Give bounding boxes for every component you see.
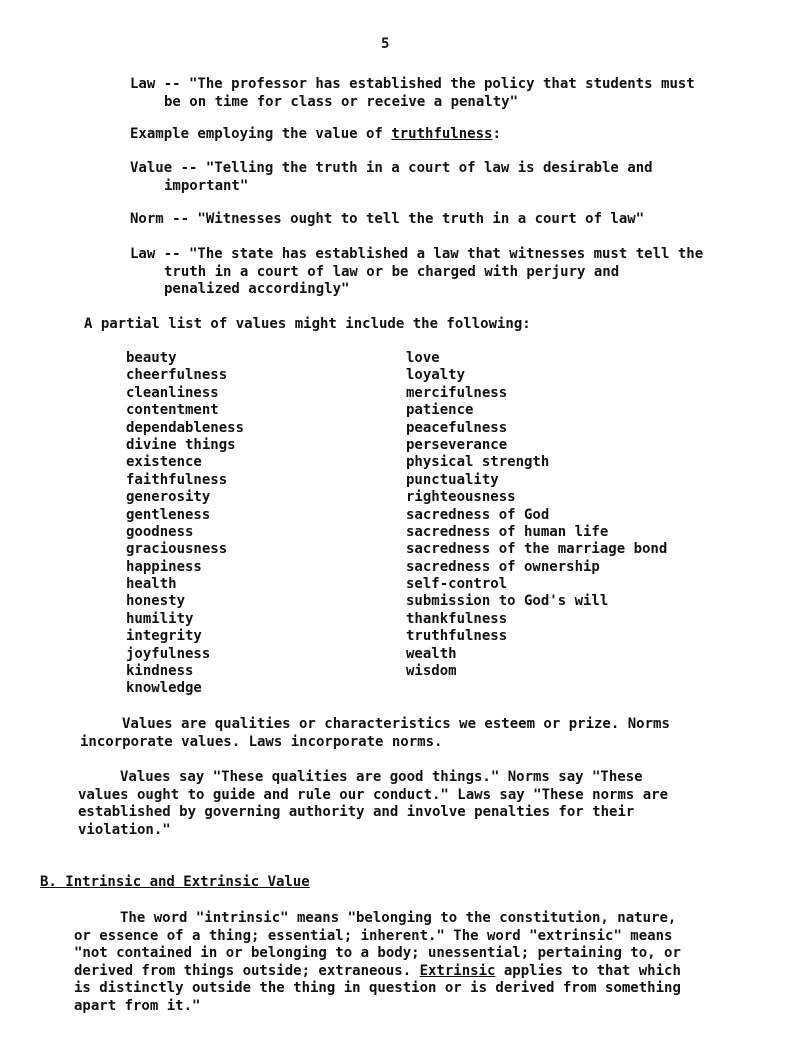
list-intro: A partial list of values might include the following:: [84, 316, 531, 332]
value-truth-block: [130, 160, 653, 195]
section-heading: B. Intrinsic and Extrinsic Value: [40, 874, 310, 890]
value-list-item: perseverance: [406, 436, 508, 453]
law-state-line-1: Law -- "The state has established a law that witnesses must tell the: [130, 246, 704, 262]
value-list-item: faithfulness: [126, 471, 228, 488]
value-list-item: integrity: [126, 628, 202, 645]
law-professor-line-1: Law -- "The professor has established the policy that students must: [130, 76, 695, 92]
values-paragraph-line-1: Values are qualities or characteristics we esteem or prize. Norms: [122, 716, 670, 732]
values-list-left: [126, 350, 244, 698]
law-professor-line-2: be on time for class or receive a penalty": [164, 93, 519, 110]
value-list-item: joyfulness: [126, 645, 211, 662]
example-heading: [130, 126, 501, 142]
value-list-item: wisdom: [406, 663, 457, 680]
value-list-item: health: [126, 576, 177, 593]
intrinsic-line-4-start: derived from things outside; extraneous.: [74, 962, 420, 979]
value-list-item: happiness: [126, 558, 202, 575]
values-paragraph: [80, 716, 670, 751]
say-paragraph-line-2: values ought to guide and rule our conduct." Laws say "These norms are: [78, 786, 669, 803]
value-list-item: loyalty: [406, 367, 466, 384]
value-list-item: kindness: [126, 663, 194, 680]
value-list-item: honesty: [126, 593, 186, 610]
value-list-item: thankfulness: [406, 610, 508, 627]
value-list-item: sacredness of ownership: [406, 558, 600, 575]
value-list-item: sacredness of God: [406, 506, 550, 523]
value-list-item: righteousness: [406, 489, 516, 506]
value-list-item: punctuality: [406, 471, 499, 488]
value-list-item: peacefulness: [406, 419, 508, 436]
intrinsic-line-2: or essence of a thing; essential; inherent." The word "extrinsic" means: [74, 927, 673, 944]
value-list-item: generosity: [126, 489, 211, 506]
value-list-item: mercifulness: [406, 384, 508, 401]
value-list-item: goodness: [126, 523, 194, 540]
law-professor-block: [130, 76, 695, 111]
norm-truth: Norm -- "Witnesses ought to tell the truth in a court of law": [130, 211, 645, 227]
value-list-item: sacredness of human life: [406, 523, 609, 540]
intrinsic-line-5: is distinctly outside the thing in question or is derived from something: [74, 980, 681, 996]
say-paragraph-line-4: violation.": [78, 821, 171, 838]
law-state-line-3: penalized accordingly": [164, 281, 350, 297]
value-list-item: wealth: [406, 645, 457, 662]
law-state-line-2: truth in a court of law or be charged with perjury and: [164, 263, 620, 280]
intrinsic-paragraph: [74, 910, 681, 1015]
intrinsic-line-4: [74, 963, 681, 981]
values-paragraph-line-2: incorporate values. Laws incorporate norms.: [80, 733, 443, 750]
value-list-item: gentleness: [126, 506, 211, 523]
value-list-item: cheerfulness: [126, 367, 228, 384]
value-list-item: truthfulness: [406, 628, 508, 645]
say-paragraph-line-3: established by governing authority and involve penalties for their: [78, 804, 635, 820]
value-list-item: self-control: [406, 576, 508, 593]
values-list-right: [406, 350, 667, 680]
value-list-item: humility: [126, 610, 194, 627]
intrinsic-line-4-rest: applies to that which: [495, 962, 681, 979]
value-list-item: cleanliness: [126, 384, 219, 401]
intrinsic-line-1: The word "intrinsic" means "belonging to the constitution, nature,: [120, 910, 677, 926]
say-paragraph-line-1: Values say "These qualities are good things." Norms say "These: [120, 769, 643, 785]
extrinsic-underlined: Extrinsic: [419, 962, 496, 979]
law-state-block: [130, 246, 703, 299]
value-list-item: beauty: [126, 350, 177, 366]
example-heading-prefix: Example employing the value of: [130, 126, 392, 142]
value-truth-line-1: Value -- "Telling the truth in a court of law is desirable and: [130, 160, 653, 176]
say-paragraph: [78, 769, 668, 839]
intrinsic-line-6: apart from it.": [74, 997, 201, 1014]
value-truth-line-2: important": [164, 177, 249, 194]
value-list-item: sacredness of the marriage bond: [406, 541, 668, 558]
value-list-item: contentment: [126, 402, 219, 419]
value-list-item: graciousness: [126, 541, 228, 558]
intrinsic-line-3: "not contained in or belonging to a body; unessential; pertaining to, or: [74, 945, 681, 961]
value-list-item: love: [406, 350, 440, 366]
example-heading-underlined: truthfulness: [391, 126, 493, 142]
page-number: 5: [381, 36, 390, 52]
value-list-item: physical strength: [406, 454, 550, 471]
example-heading-suffix: :: [492, 126, 501, 142]
value-list-item: dependableness: [126, 419, 245, 436]
value-list-item: submission to God's will: [406, 593, 609, 610]
value-list-item: patience: [406, 402, 474, 419]
value-list-item: divine things: [126, 436, 236, 453]
value-list-item: knowledge: [126, 680, 202, 697]
value-list-item: existence: [126, 454, 202, 471]
